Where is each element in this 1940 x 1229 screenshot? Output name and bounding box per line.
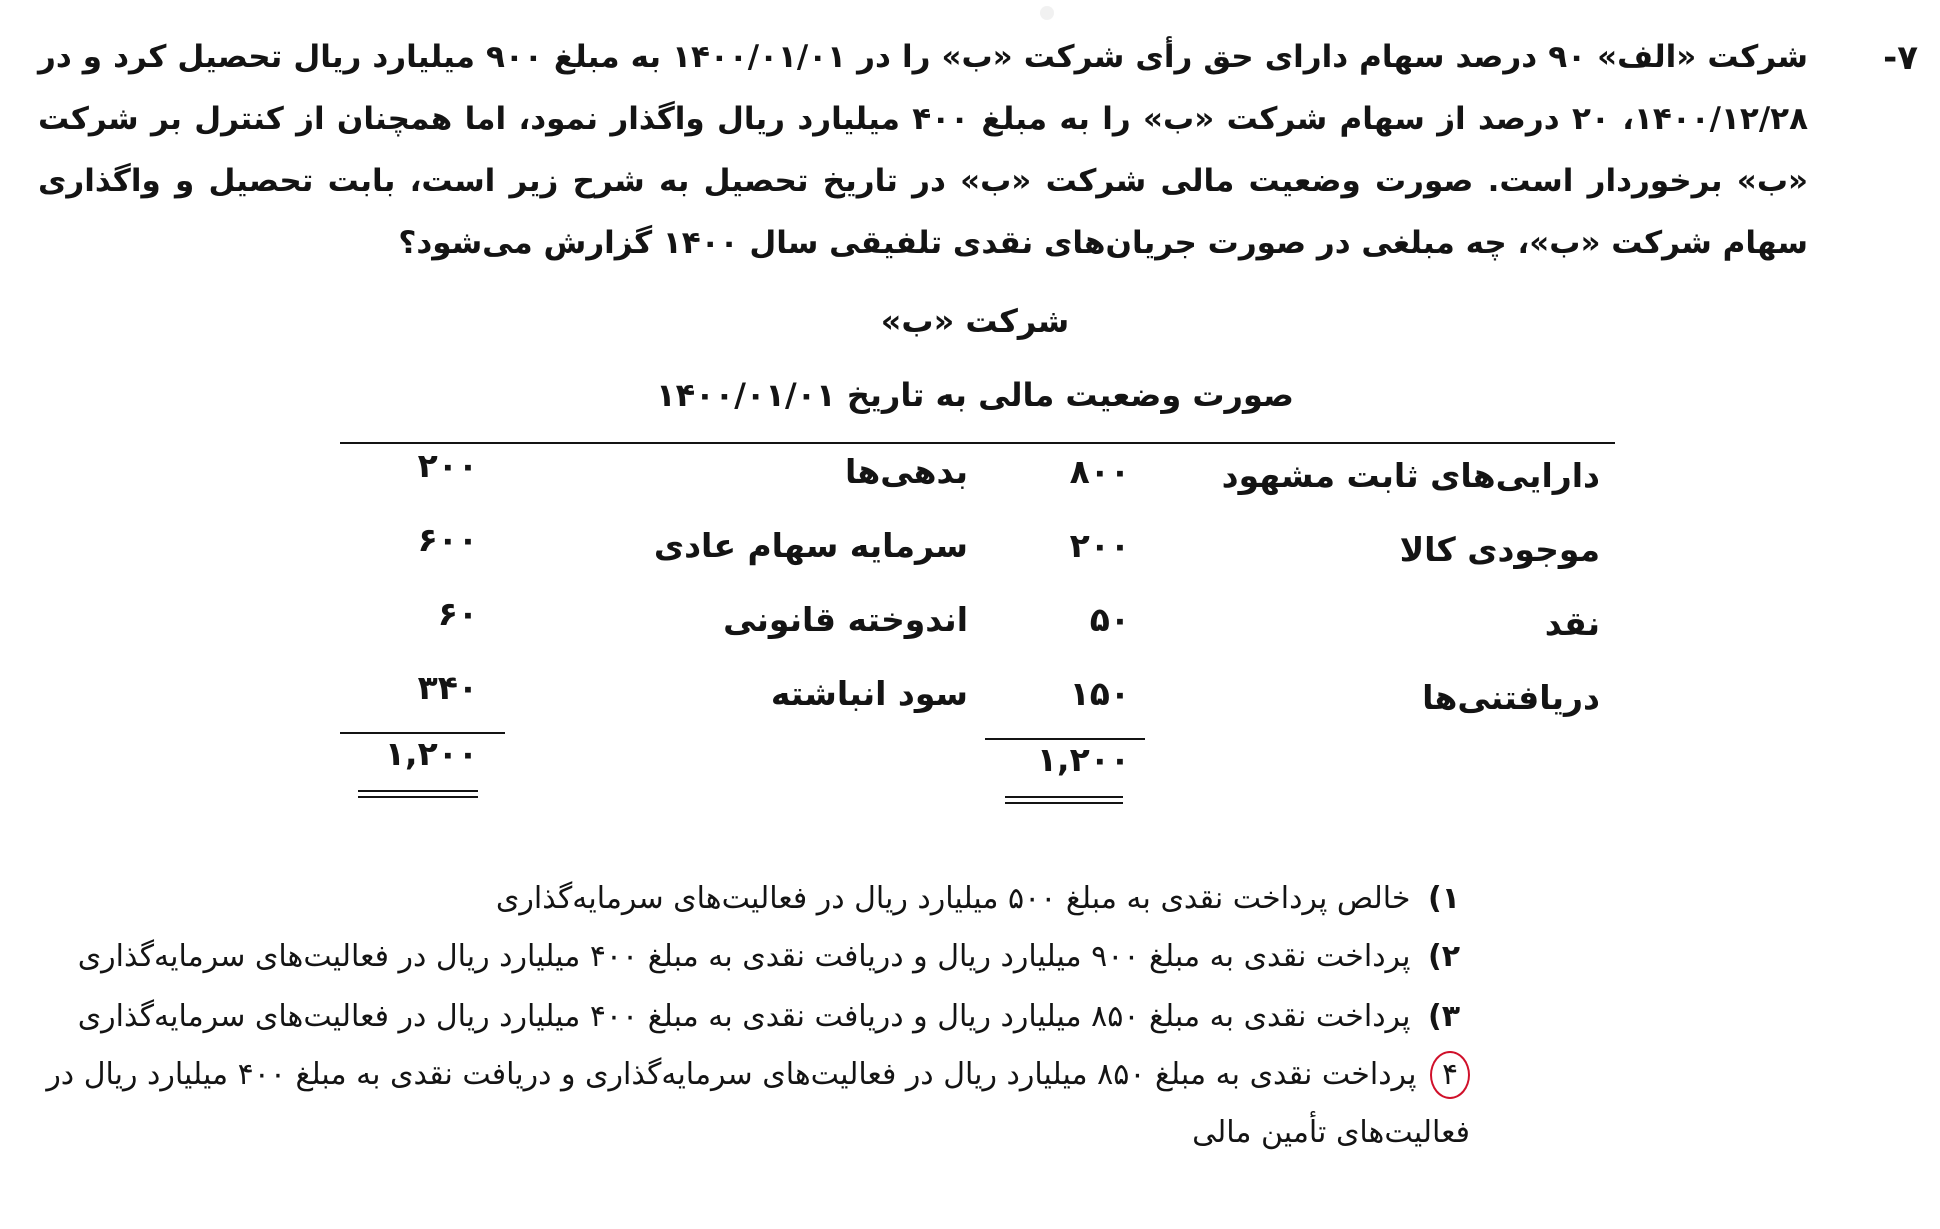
equity-value: ۶۰۰ [417, 520, 478, 559]
liabilities-double-rule [358, 790, 478, 798]
equity-label: سود انباشته [770, 674, 968, 713]
question-text: شرکت «الف» ۹۰ درصد سهام دارای حق رأی شرکت «ب» را در ۱۴۰۰/۰۱/۰۱ به مبلغ ۹۰۰ میلیارد ریال تحصیل کرد و در ۱۴۰۰/۱۲/۲۸، ۲۰ درصد از سهام شرکت «ب» را به مبلغ ۴۰۰ میلیارد ریال واگذار نمود، اما همچنان از کنترل بر شرکت «ب» برخوردار است. صورت وضعیت مالی شرکت «ب» در تاریخ تحصیل به شرح زیر است، بابت تحصیل و واگذاری سهام شرکت «ب»، چه مبلغی در صورت جریان‌های نقدی تلفیقی سال ۱۴۰۰ گزارش می‌شود؟ [38, 39, 1809, 261]
answer-option[interactable] [20, 928, 1460, 986]
answer-option[interactable] [20, 988, 1460, 1046]
asset-label: موجودی کالا [1399, 530, 1600, 569]
answer-circle-mark: ۴ [1430, 1051, 1470, 1099]
equity-value: ۳۴۰ [417, 668, 478, 707]
option-text: پرداخت نقدی به مبلغ ۸۵۰ میلیارد ریال در فعالیت‌های سرمایه‌گذاری و دریافت نقدی به مبلغ ۴۰۰ میلیارد ریال در فعالیت‌های تأمین مالی [46, 1057, 1470, 1150]
equity-label: سرمایه سهام عادی [653, 526, 968, 565]
equity-label: اندوخته قانونی [723, 600, 968, 639]
asset-value: ۸۰۰ [1069, 452, 1130, 491]
liability-value: ۲۰۰ [417, 446, 478, 485]
option-number: ۳) [1427, 999, 1460, 1034]
question-number: ۷- [1883, 38, 1918, 78]
assets-double-rule [1005, 796, 1123, 804]
answer-option[interactable] [50, 870, 1460, 928]
answer-option-selected[interactable] [30, 1046, 1470, 1162]
asset-value: ۲۰۰ [1069, 526, 1130, 565]
statement-title-rule [340, 442, 1615, 444]
assets-total: ۱,۲۰۰ [1036, 740, 1130, 779]
option-text: پرداخت نقدی به مبلغ ۹۰۰ میلیارد ریال و دریافت نقدی به مبلغ ۴۰۰ میلیارد ریال در فعالیت‌های سرمایه‌گذاری [77, 939, 1411, 974]
asset-label: دارایی‌های ثابت مشهود [1221, 456, 1600, 495]
asset-value: ۵۰ [1089, 600, 1130, 639]
option-text: خالص پرداخت نقدی به مبلغ ۵۰۰ میلیارد ریال در فعالیت‌های سرمایه‌گذاری [495, 881, 1411, 916]
liabilities-total: ۱,۲۰۰ [384, 734, 478, 773]
scan-smudge [1040, 6, 1054, 20]
asset-value: ۱۵۰ [1069, 674, 1130, 713]
statement-title: صورت وضعیت مالی به تاریخ ۱۴۰۰/۰۱/۰۱ [656, 376, 1294, 414]
asset-label: دریافتنی‌ها [1422, 678, 1600, 717]
asset-label: نقد [1544, 604, 1600, 643]
option-number: ۱) [1427, 881, 1460, 916]
option-number: ۲) [1427, 939, 1460, 974]
statement-company: شرکت «ب» [880, 302, 1070, 340]
equity-value: ۶۰ [437, 594, 478, 633]
option-text: پرداخت نقدی به مبلغ ۸۵۰ میلیارد ریال و دریافت نقدی به مبلغ ۴۰۰ میلیارد ریال در فعالیت‌های سرمایه‌گذاری [77, 999, 1411, 1034]
liability-label: بدهی‌ها [845, 452, 968, 491]
